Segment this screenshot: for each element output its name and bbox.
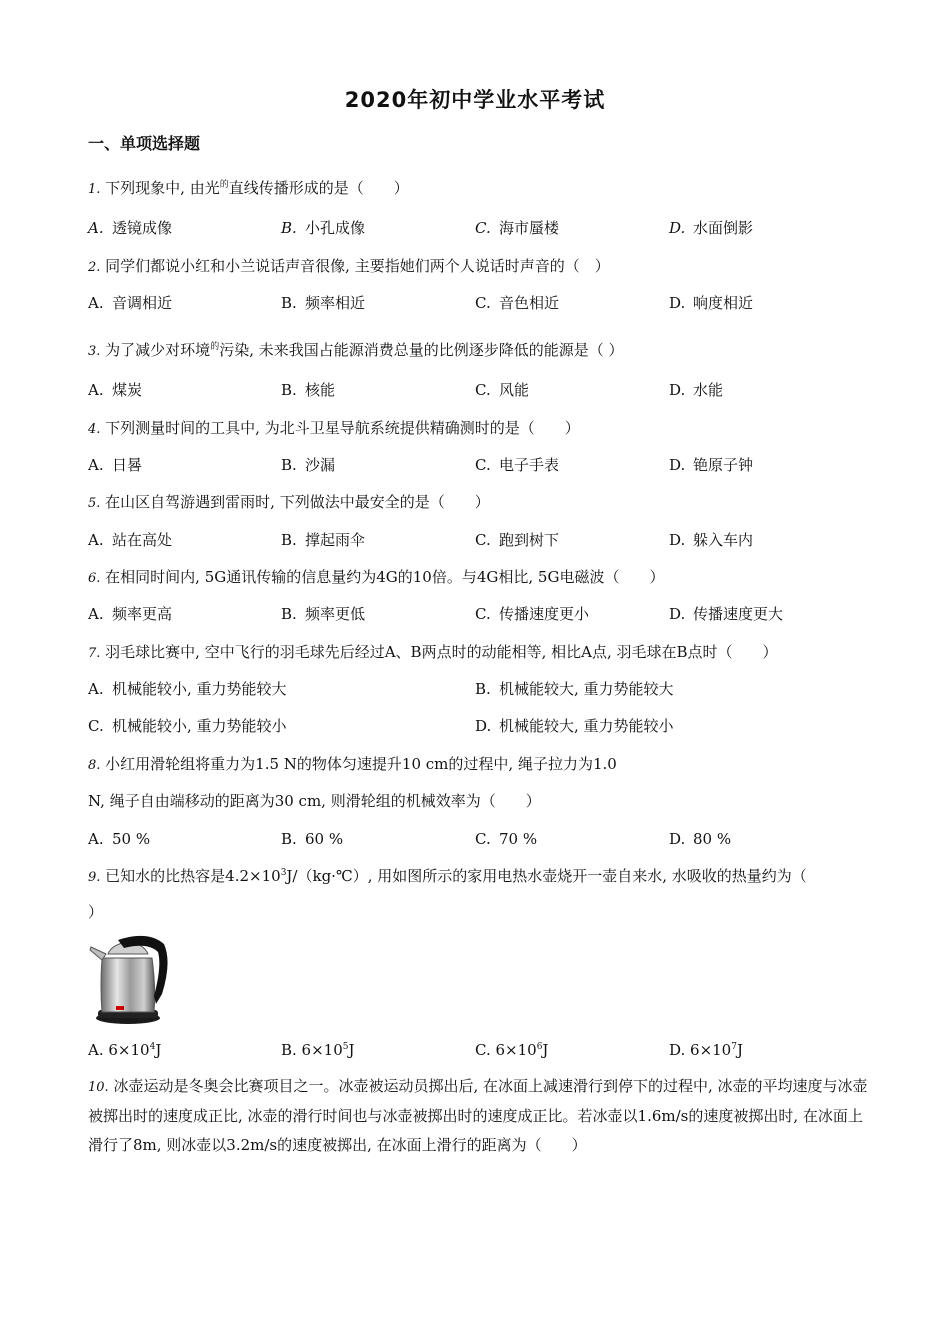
option-d[interactable]: D. 80 % (669, 830, 732, 848)
option-b[interactable]: B. 频率相近 (281, 294, 366, 312)
option-c[interactable]: C. 机械能较小, 重力势能较小 (88, 717, 287, 735)
option-a[interactable]: A. 日晷 (88, 456, 143, 474)
kettle-icon (88, 932, 174, 1028)
question-5: 5. 在山区自驾游遇到雷雨时, 下列做法中最安全的是（ ） (88, 493, 490, 511)
option-c[interactable]: C. 风能 (475, 381, 530, 399)
option-a[interactable]: A. 频率更高 (88, 605, 173, 623)
question-8: 8. 小红用滑轮组将重力为1.5 N的物体匀速提升10 cm的过程中, 绳子拉力为1.0 (88, 755, 617, 773)
option-a[interactable]: A. 50 % (88, 830, 151, 848)
option-c[interactable]: C. 70 % (475, 830, 538, 848)
option-d[interactable]: D. 水面倒影 (669, 219, 754, 237)
option-c[interactable]: C. 传播速度更小 (475, 605, 590, 623)
option-c[interactable]: C. 电子手表 (475, 456, 560, 474)
option-b[interactable]: B. 60 % (281, 830, 344, 848)
question-9: 9. 已知水的比热容是$4.2\times 10^3J/(kg\cdot℃)$, 用如图所示的家用电热水壶烧开一壶自来水, 水吸收的热量约为（ (88, 867, 807, 885)
option-b[interactable]: B. 沙漏 (281, 456, 336, 474)
option-d[interactable]: D. 躲入车内 (669, 531, 754, 549)
option-a[interactable]: A. 透镜成像 (88, 219, 173, 237)
section-heading: 一、单项选择题 (88, 134, 201, 153)
option-a[interactable]: A. 音调相近 (88, 294, 173, 312)
question-number: 1. (88, 182, 101, 197)
option-b[interactable]: B. $6\times 10^5J$ (281, 1041, 355, 1059)
option-a[interactable]: A. 煤炭 (88, 381, 143, 399)
option-d[interactable]: D. 机械能较大, 重力势能较小 (475, 717, 674, 735)
option-b[interactable]: B. 撑起雨伞 (281, 531, 366, 549)
option-c[interactable]: C. 跑到树下 (475, 531, 560, 549)
option-d[interactable]: D. 铯原子钟 (669, 456, 754, 474)
question-4: 4. 下列测量时间的工具中, 为北斗卫星导航系统提供精确测时的是（ ） (88, 419, 580, 437)
question-3: 3. 为了减少对环境$^的$污染, 未来我国占能源消费总量的比例逐步降低的能源是（ ） (88, 341, 624, 359)
question-8-continued: N, 绳子自由端移动的距离为30 cm, 则滑轮组的机械效率为（ ） (88, 792, 541, 810)
question-7: 7. 羽毛球比赛中, 空中飞行的羽毛球先后经过A、B两点时的动能相等, 相比A点, 羽毛球在B点时（ ） (88, 643, 778, 661)
option-a[interactable]: A. 机械能较小, 重力势能较大 (88, 680, 287, 698)
option-a[interactable]: A. 站在高处 (88, 531, 173, 549)
option-b[interactable]: B. 小孔成像 (281, 219, 366, 237)
option-a[interactable]: A. $6\times 10^4J$ (88, 1041, 162, 1059)
question-6: 6. 在相同时间内, 5G通讯传输的信息量约为4G的10倍。与4G相比, 5G电磁波（ ） (88, 568, 665, 586)
option-b[interactable]: B. 频率更低 (281, 605, 366, 623)
question-10: 10. 冰壶运动是冬奥会比赛项目之一。冰壶被运动员掷出后, 在冰面上减速滑行到停下的过程中, 冰壶的平均速度与冰壶被掷出时的速度成正比, 冰壶的滑行时间也与冰壶被掷出时的速度成正比。若冰壶以1.6m/s的速度被掷出时, 在冰面上滑行了8m, 则冰壶以3.2m/s的速度被掷出, 在冰面上滑行的距离为（ ） (88, 1077, 868, 1154)
question-2: 2. 同学们都说小红和小兰说话声音很像, 主要指她们两个人说话时声音的（ ） (88, 257, 610, 275)
question-1: 1. 下列现象中, 由光$^的$直线传播形成的是（ ） (88, 179, 409, 197)
exam-title: 2020年初中学业水平考试 (344, 88, 606, 112)
option-b[interactable]: B. 核能 (281, 381, 336, 399)
option-c[interactable]: C. 海市蜃楼 (475, 219, 560, 237)
option-d[interactable]: D. 响度相近 (669, 294, 754, 312)
option-d[interactable]: D. $6\times 10^7J$ (669, 1041, 743, 1059)
option-d[interactable]: D. 传播速度更大 (669, 605, 784, 623)
question-9-continued: ） (88, 903, 104, 921)
option-c[interactable]: C. 音色相近 (475, 294, 560, 312)
option-b[interactable]: B. 机械能较大, 重力势能较大 (475, 680, 674, 698)
option-c[interactable]: C. $6\times 10^6J$ (475, 1041, 549, 1059)
option-d[interactable]: D. 水能 (669, 381, 724, 399)
